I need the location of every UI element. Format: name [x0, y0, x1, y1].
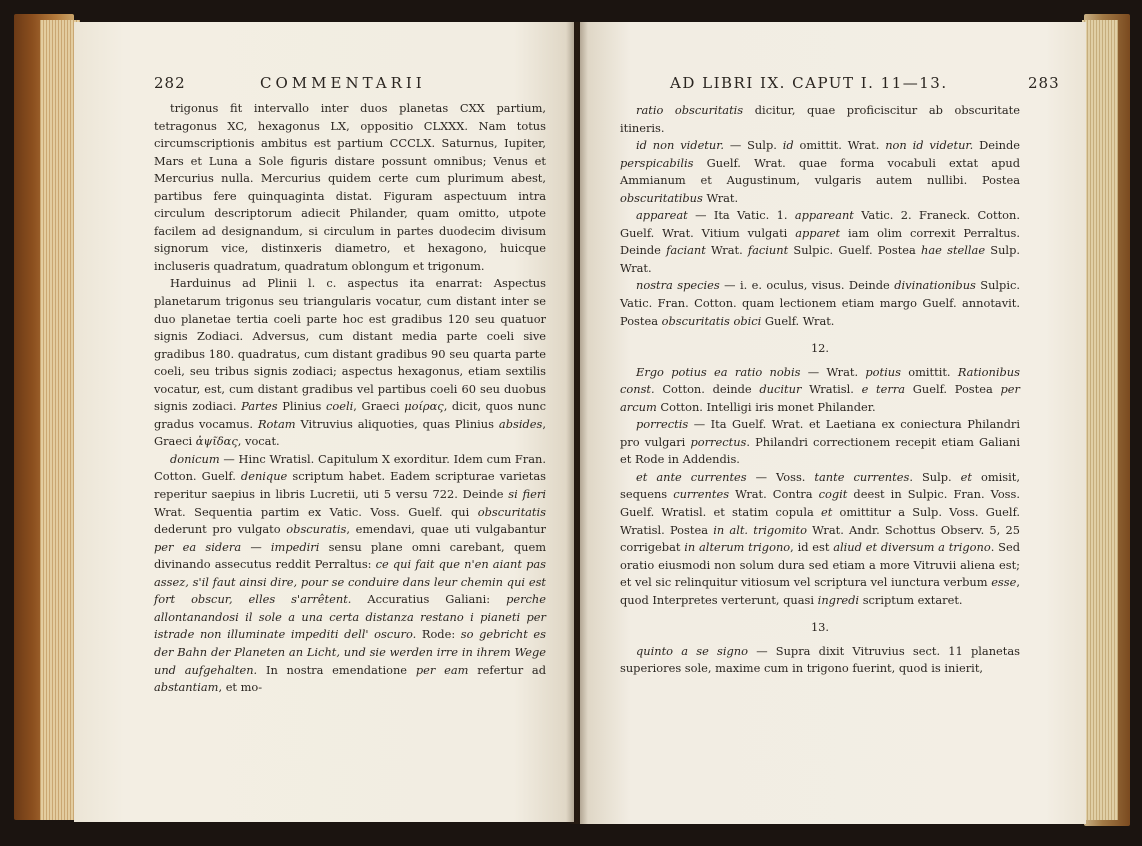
text-run: Plinius — [277, 399, 326, 414]
paragraph — [620, 277, 1020, 330]
text-run: , Graeci — [154, 416, 546, 449]
italic-text: donicum — [170, 451, 220, 466]
italic-text: aliud et diversum a trigono — [833, 540, 991, 555]
paragraph — [620, 469, 1020, 609]
page-number: 282 — [154, 74, 186, 92]
text-run: Guelf. Wrat. — [761, 313, 835, 328]
italic-text: nostra species — [636, 278, 720, 293]
italic-text: si fieri — [508, 487, 546, 502]
text-run: Vatic. 2. Franeck. Cotton. Guelf. Wrat. Vitium vulgati — [620, 208, 1020, 240]
italic-text: per eam — [415, 662, 469, 677]
text-run: Sulpic. Guelf. Postea — [788, 243, 922, 258]
text-run: , id est — [790, 540, 834, 555]
right-page — [580, 22, 1086, 824]
book-gutter — [566, 22, 588, 824]
paragraph — [620, 207, 1020, 277]
paragraph — [620, 643, 1020, 678]
text-run: sensu plane omni carebant, quem divinando assecutus reddit Perraltus: — [154, 539, 546, 572]
text-run: omisit, sequens — [620, 469, 1020, 502]
text-run: Cotton. deinde — [654, 382, 760, 397]
text-run: Rode: — [416, 627, 461, 642]
text-run: Vitruvius aliquoties, quas Plinius — [295, 416, 499, 431]
text-run: 13. — [810, 620, 830, 635]
italic-text: cogit — [818, 487, 848, 502]
text-run: , dicit, quos nunc gradus vocamus. — [154, 399, 547, 431]
text-run: omittitur a Sulp. Voss. Guelf. Wratisl. Postea — [620, 505, 1020, 537]
text-run: , vocat. — [237, 434, 280, 449]
text-run: omittit. Wrat. — [793, 138, 886, 153]
italic-text: porrectus — [690, 434, 747, 449]
italic-text: ingredi — [817, 592, 860, 607]
text-run: — Sulp. — [724, 138, 783, 153]
italic-text: id non videtur. — [636, 138, 725, 153]
italic-text: currentes — [673, 487, 730, 502]
text-run: — Wrat. — [800, 364, 866, 379]
text-run: refertur ad — [468, 662, 547, 677]
italic-text: Ergo potius ea ratio nobis — [636, 364, 801, 379]
italic-text: et — [821, 505, 833, 520]
text-run: Guelf. Wrat. quae forma vocabuli extat apud Ammianum et Augustinum, vulgaris autem nullibi. Postea — [620, 155, 1020, 188]
italic-text: ἀψῖδας — [195, 434, 238, 449]
text-run: — i. e. oculus, visus. Deinde — [719, 278, 895, 293]
text-run: trigonus fit intervallo inter duos planetas CXX partium, tetragonus XC, hexagonus LX, oppositio CLXXX. Nam totus circumscriptionis ambitus est partium CCCLX. Saturnus, Iupiter, Mars et Luna a Sole figuris distare possunt omnibus; Venus et Mercurius nulla. Mercurius quidem certe cum plurimum abest, partibus fere quinquaginta distat. Figuram aspectuum intra circulum descriptorum adiecit Philander, quam omitto, utpote facilem ad designandum, si circulum in partes duodecim divisum signorum vice, distinxeris diametro, et hexagono, huicque incluseris quadratum, quadratum oblongum et trigonum. — [154, 101, 546, 273]
italic-text: abstantiam — [154, 680, 219, 695]
text-run: scriptum extaret. — [859, 592, 963, 607]
text-run: , et mo- — [218, 680, 263, 695]
italic-text: et ante currentes — [636, 469, 747, 484]
text-run: Guelf. Postea — [905, 382, 1001, 397]
italic-text: obscuritatibus — [620, 190, 703, 205]
running-head: COMMENTARII — [260, 74, 426, 92]
italic-text: divinationibus — [894, 278, 976, 293]
text-run: Accuratius Galiani: — [351, 592, 507, 607]
page-body — [154, 100, 546, 697]
italic-text: id — [782, 138, 794, 153]
paragraph — [154, 275, 546, 450]
italic-text: coeli — [325, 399, 354, 414]
text-run: — Ita Guelf. Wrat. et Laetiana ex coniectura Philandri pro vulgari — [620, 417, 1020, 449]
text-run: , quod Interpretes verterunt, quasi — [620, 575, 1020, 607]
paragraph — [620, 137, 1020, 207]
text-run: In nostra emendatione — [257, 662, 416, 677]
italic-text: appareant — [794, 208, 854, 223]
text-run: deest in Sulpic. Fran. Voss. Guelf. Wratisl. et statim copula — [620, 487, 1020, 520]
paragraph — [154, 100, 546, 275]
italic-text: obscuritatis — [477, 504, 546, 519]
text-run: Sulp. Wrat. — [620, 243, 1020, 275]
text-run: Sulpic. Vatic. Fran. Cotton. quam lectionem etiam margo Guelf. annotavit. Postea — [620, 278, 1020, 328]
italic-text: ratio obscuritatis — [636, 103, 744, 117]
text-run: — Voss. — [746, 469, 815, 484]
italic-text: per ea sidera — impediri — [154, 539, 320, 554]
running-head: AD LIBRI IX. CAPUT I. 11—13. — [670, 74, 948, 92]
text-run: . Sed oratio eiusmodi non solum dura sed etiam a more Vitruvii aliena est; et vel sic relinquitur vitiosum vel scriptura vel iunctura verbum — [620, 540, 1020, 590]
text-run: omittit. — [900, 364, 958, 379]
text-run: Cotton. Intelligi iris monet Philander. — [656, 399, 876, 414]
text-run: dicitur, quae proficiscitur ab obscuritate itineris. — [620, 103, 1020, 135]
text-run: Harduinus ad Plinii l. c. aspectus ita enarrat: Aspectus planetarum trigonus seu triangularis vocatur, cum distant inter se duo planetae tertia coeli parte hoc est gradibus 120 seu quatuor signis Zodiaci. Adversus, cum distant media parte coeli sive gradibus 180. quadratus, cum distant gradibus 90 seu quarta parte coeli, seu tribus signis zodiaci; aspectus hexagonus, etiam sextilis vocatur, est, cum distant gradibus vel partibus coeli 60 seu duobus signis zodiaci. — [154, 276, 546, 414]
italic-text: hae stellae — [921, 243, 986, 258]
text-run: Wrat. Sequentia partim ex Vatic. Voss. Guelf. qui — [154, 504, 478, 519]
italic-text: perspicabilis — [620, 155, 694, 170]
text-run: iam olim correxit Perraltus. Deinde — [620, 225, 1020, 258]
italic-text: Partes — [241, 399, 278, 414]
italic-text: ducitur — [759, 382, 802, 397]
paragraph — [620, 102, 1020, 137]
text-run: . Sulp. — [909, 469, 961, 484]
text-run: scriptum habet. Eadem scripturae varietas reperitur saepius in libris Lucretii, uti 5 versu 722. Deinde — [154, 469, 546, 502]
text-run: Wrat. — [702, 190, 739, 205]
paragraph — [620, 364, 1020, 417]
paragraph — [154, 451, 546, 697]
text-run: . Philandri correctionem recepit etiam Galiani et Rode in Addendis. — [620, 434, 1020, 467]
text-run: 12. — [810, 341, 830, 356]
italic-text: potius — [865, 364, 901, 379]
text-run: Wrat. — [705, 243, 748, 258]
section-number — [620, 340, 1020, 358]
italic-text: μοίρας — [404, 399, 444, 414]
text-run: Wratisl. — [801, 382, 862, 397]
italic-text: perche allontanandosi il sole a una certa distanza restano i pianeti per istrade non illuminate impediti dell' oscuro. — [154, 592, 546, 642]
page-number: 283 — [1028, 74, 1060, 92]
text-run: Deinde — [973, 138, 1021, 153]
italic-text: denique — [240, 469, 288, 484]
italic-text: per arcum — [620, 382, 1020, 414]
italic-text: Rotam — [257, 416, 296, 431]
text-run: — Ita Vatic. 1. — [687, 208, 795, 223]
right-page-edges — [1082, 20, 1118, 820]
italic-text: in alterum trigono — [684, 540, 791, 555]
italic-text: obscuritatis obici — [661, 313, 762, 328]
italic-text: absides — [498, 416, 543, 431]
italic-text: tante currentes — [814, 469, 910, 484]
italic-text: e terra — [861, 382, 906, 397]
text-run: , emendavi, quae uti vulgabantur — [346, 522, 546, 537]
italic-text: non id videtur. — [885, 138, 974, 153]
italic-text: faciant — [666, 243, 706, 258]
italic-text: so gebricht es der Bahn der Planeten an Licht, und sie werden irre in ihrem Wege und aufgehalten. — [154, 627, 546, 677]
italic-text: et — [960, 469, 972, 484]
paragraph — [620, 416, 1020, 469]
text-run: — Supra dixit Vitruvius sect. 11 planetas superiores sole, maxime cum in trigono fuerint, quod is inierit, — [620, 643, 1020, 676]
italic-text: apparet — [795, 225, 841, 240]
italic-text: Rationibus const. — [620, 364, 1020, 397]
section-number — [620, 619, 1020, 637]
italic-text: quinto a se signo — [636, 643, 748, 658]
italic-text: appareat — [636, 208, 688, 223]
italic-text: ce qui fait que n'en aiant pas assez, s'il faut ainsi dire, pour se conduire dans leur chemin qui est fort obscur, elles s'arrêtent. — [154, 557, 547, 607]
italic-text: faciunt — [747, 243, 789, 258]
text-run: , Graeci — [353, 399, 405, 414]
text-run: dederunt pro vulgato — [154, 522, 287, 537]
italic-text: esse — [991, 575, 1017, 590]
left-page — [74, 22, 574, 822]
page-body — [620, 102, 1020, 678]
text-run: Wrat. Contra — [729, 487, 819, 502]
italic-text: porrectis — [636, 417, 689, 432]
italic-text: obscuratis — [286, 522, 347, 537]
text-run: Wrat. Andr. Schottus Observ. 5, 25 corrigebat — [620, 522, 1021, 555]
italic-text: in alt. trigomito — [713, 522, 807, 537]
text-run: — Hinc Wratisl. Capitulum X exorditur. Idem cum Fran. Cotton. Guelf. — [154, 451, 546, 484]
